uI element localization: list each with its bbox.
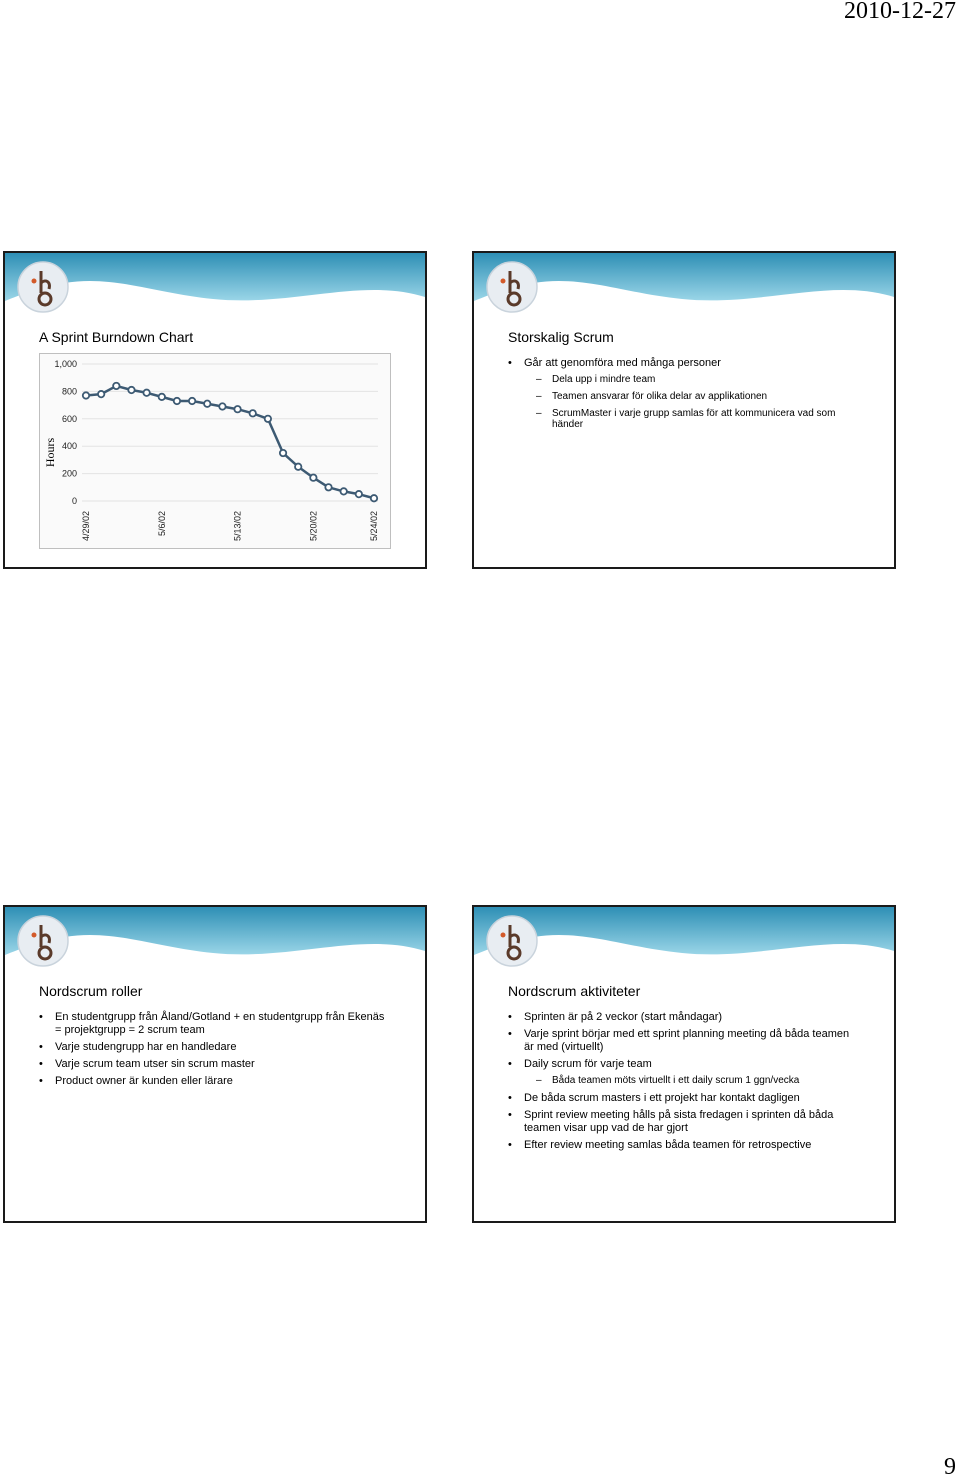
- data-point: [113, 383, 119, 389]
- data-point: [204, 401, 210, 407]
- sub-bullet-item: – ScrumMaster i varje grupp samlas för att kommunicera vad som händer: [508, 408, 858, 430]
- slide-nordscrum-aktiviteter: [472, 905, 896, 1223]
- x-tick-label: 4/29/02: [81, 511, 91, 542]
- bullet-item: • Sprint review meeting hålls på sista fredagen i sprinten då båda teamen visar upp vad de har gjort: [508, 1109, 858, 1135]
- data-point: [340, 488, 346, 494]
- y-axis-label: Hours: [43, 437, 57, 468]
- y-tick-label: 600: [61, 413, 77, 424]
- x-tick-label: 5/20/02: [308, 511, 319, 542]
- slide-title: Storskalig Scrum: [508, 329, 614, 345]
- bullet-item: • En studentgrupp från Åland/Gotland + en studentgrupp från Ekenäs = projektgrupp = 2 scrum team: [39, 1011, 389, 1037]
- bullet-item: • Varje sprint börjar med ett sprint planning meeting då båda teamen är med (virtuellt): [508, 1028, 858, 1054]
- y-tick-label: 200: [61, 468, 77, 479]
- slide-nordscrum-roller: [3, 905, 427, 1223]
- data-point: [128, 387, 134, 393]
- bullet-item: • Daily scrum för varje team: [508, 1058, 858, 1071]
- bullet-item: • Efter review meeting samlas båda teamen för retrospective: [508, 1139, 858, 1152]
- data-point: [280, 450, 286, 456]
- data-point: [265, 416, 271, 422]
- data-point: [174, 398, 180, 404]
- x-tick-label: 5/13/02: [232, 511, 243, 542]
- data-point: [143, 390, 149, 396]
- page-number: 9: [944, 1454, 956, 1480]
- bullet-item: • Varje studengrupp har en handledare: [39, 1041, 389, 1054]
- sub-bullet-item: – Teamen ansvarar för olika delar av applikationen: [508, 391, 858, 402]
- hb-logo-icon: [15, 259, 71, 315]
- sub-bullet-item: – Dela upp i mindre team: [508, 374, 858, 385]
- hb-logo-icon: [484, 259, 540, 315]
- x-tick-label: 5/24/02: [369, 511, 379, 542]
- slide-burndown: [3, 251, 427, 569]
- data-point: [98, 391, 104, 397]
- slide-title: Nordscrum aktiviteter: [508, 983, 641, 999]
- burndown-chart: [39, 353, 391, 549]
- y-tick-label: 0: [71, 496, 77, 506]
- bullet-item: • Product owner är kunden eller lärare: [39, 1075, 389, 1088]
- data-point: [325, 484, 331, 490]
- data-point: [159, 394, 165, 400]
- slide-title: Nordscrum roller: [39, 983, 143, 999]
- data-point: [234, 406, 240, 412]
- bullet-list: [508, 357, 858, 436]
- bullet-item: • Sprinten är på 2 veckor (start måndagar): [508, 1011, 858, 1024]
- data-point: [371, 495, 377, 501]
- data-point: [310, 475, 316, 481]
- data-point: [189, 398, 195, 404]
- y-tick-label: 1,000: [54, 359, 77, 369]
- data-point: [295, 464, 301, 470]
- data-point: [250, 410, 256, 416]
- page-date: 2010-12-27: [844, 0, 956, 24]
- hb-logo-icon: [484, 913, 540, 969]
- bullet-item: • Går att genomföra med många personer: [508, 357, 858, 370]
- bullet-list: [39, 1011, 389, 1092]
- x-tick-label: 5/6/02: [156, 511, 167, 537]
- hb-logo-icon: [15, 913, 71, 969]
- data-point: [219, 403, 225, 409]
- slide-storskalig-scrum: [472, 251, 896, 569]
- bullet-item: • Varje scrum team utser sin scrum master: [39, 1058, 389, 1071]
- data-point: [83, 392, 89, 398]
- data-point: [356, 491, 362, 497]
- y-tick-label: 800: [61, 386, 77, 397]
- burndown-line: [86, 386, 374, 498]
- y-tick-label: 400: [61, 441, 77, 452]
- sub-bullet-item: – Båda teamen möts virtuellt i ett daily scrum 1 ggn/vecka: [508, 1075, 858, 1086]
- bullet-list: [508, 1011, 858, 1156]
- slide-title: A Sprint Burndown Chart: [39, 329, 194, 345]
- bullet-item: • De båda scrum masters i ett projekt har kontakt dagligen: [508, 1092, 858, 1105]
